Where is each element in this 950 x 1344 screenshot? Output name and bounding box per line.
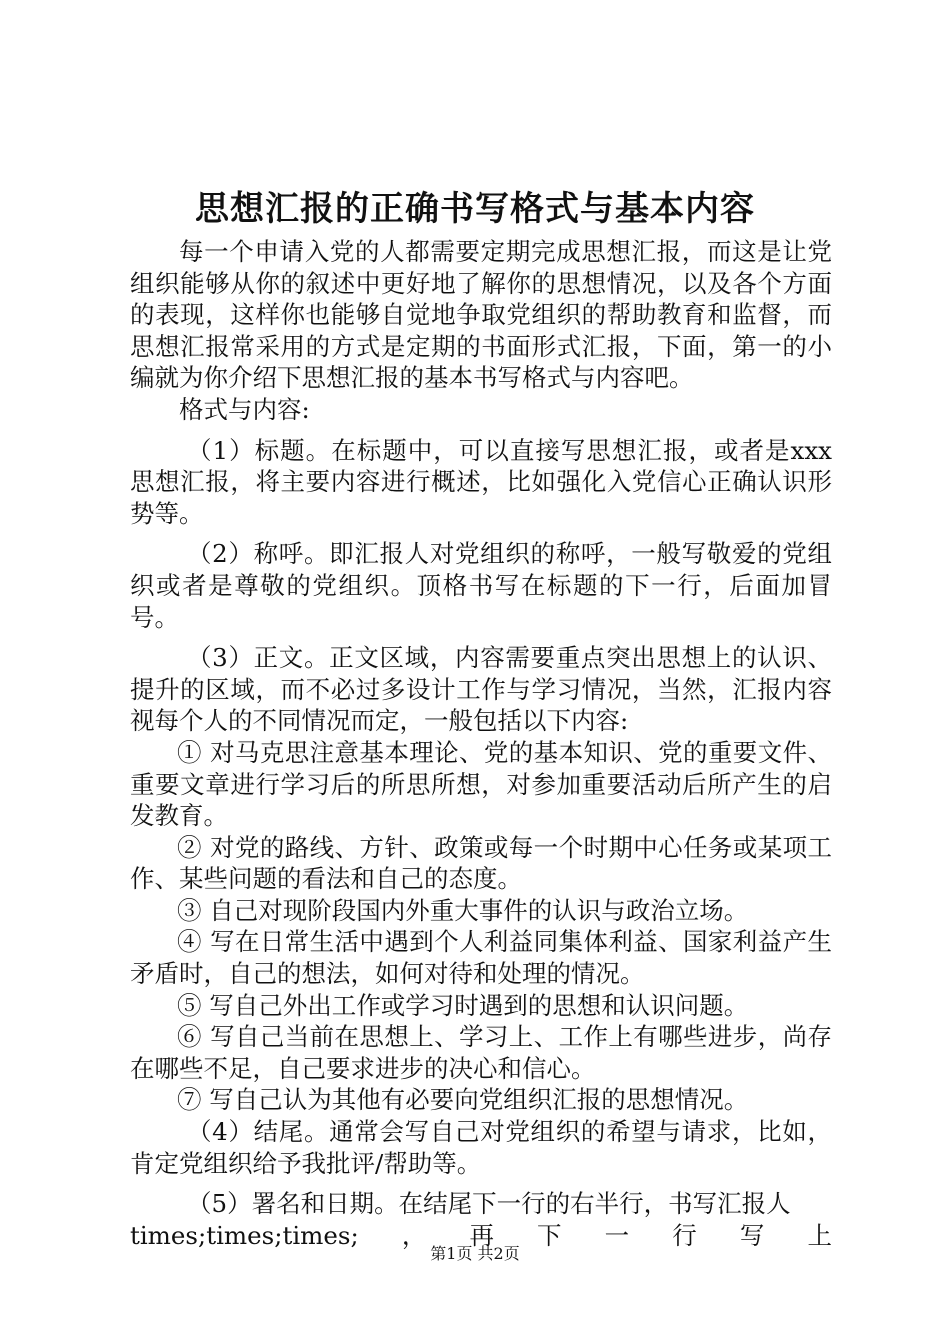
signature-segment: times;times;times; [130, 1220, 359, 1250]
signature-segment: 写 [739, 1220, 765, 1250]
list-item-3: ③ 自己对现阶段国内外重大事件的认识与政治立场。 [177, 895, 749, 925]
section-title-paragraph: （1）标题。在标题中，可以直接写思想汇报，或者是xxx思想汇报，将主要内容进行概述，比如强化入党信心正确认识形势等。 [130, 435, 832, 528]
signature-segment: 再 [469, 1220, 494, 1250]
list-item-6: ⑥ 写自己当前在思想上、学习上、工作上有哪些进步，尚存在哪些不足，自己要求进步的决心和信心。 [130, 1022, 832, 1083]
format-heading: 格式与内容: [179, 394, 310, 424]
page-number-footer: 第1页 共2页 [430, 1244, 520, 1263]
intro-paragraph: 每一个申请入党的人都需要定期完成思想汇报，而这是让党组织能够从你的叙述中更好地了解你的思想情况，以及各个方面的表现，这样你也能够自觉地争取党组织的帮助教育和监督，而思想汇报常采用的方式是定期的书面形式汇报，下面，第一的小编就为你介绍下思想汇报的基本书写格式与内容吧。 [130, 237, 832, 393]
section-closing-paragraph: （4）结尾。通常会写自己对党组织的希望与请求，比如，肯定党组织给予我批评/帮助等。 [130, 1117, 832, 1178]
section-salutation-paragraph: （2）称呼。即汇报人对党组织的称呼，一般写敬爱的党组织或者是尊敬的党组织。顶格书写在标题的下一行，后面加冒号。 [130, 539, 832, 632]
list-item-2: ② 对党的路线、方针、政策或每一个时期中心任务或某项工作、某些问题的看法和自己的态度。 [130, 832, 832, 894]
signature-segment: 下 [537, 1220, 562, 1250]
signature-segment: ， [401, 1220, 427, 1250]
signature-segment: 一 [604, 1220, 630, 1250]
document-title: 思想汇报的正确书写格式与基本内容 [195, 189, 755, 229]
list-item-5: ⑤ 写自己外出工作或学习时遇到的思想和认识问题。 [177, 990, 749, 1020]
section-signature-paragraph: （5）署名和日期。在结尾下一行的右半行，书写汇报人 [187, 1189, 791, 1219]
document-body [130, 236, 832, 1251]
signature-segment: 上 [807, 1220, 832, 1250]
list-item-7: ⑦ 写自己认为其他有必要向党组织汇报的思想情况。 [177, 1085, 749, 1115]
list-item-1: ① 对马克思注意基本理论、党的基本知识、党的重要文件、重要文章进行学习后的所思所想，对参加重要活动后所产生的启发教育。 [130, 737, 832, 831]
section-body-paragraph: （3）正文。正文区域，内容需要重点突出思想上的认识、提升的区域，而不必过多设计工作与学习情况，当然，汇报内容视每个人的不同情况而定，一般包括以下内容: [130, 643, 832, 736]
list-item-4: ④ 写在日常生活中遇到个人利益同集体利益、国家利益产生矛盾时，自己的想法，如何对待和处理的情况。 [130, 927, 832, 989]
signature-segment: 行 [672, 1220, 697, 1250]
